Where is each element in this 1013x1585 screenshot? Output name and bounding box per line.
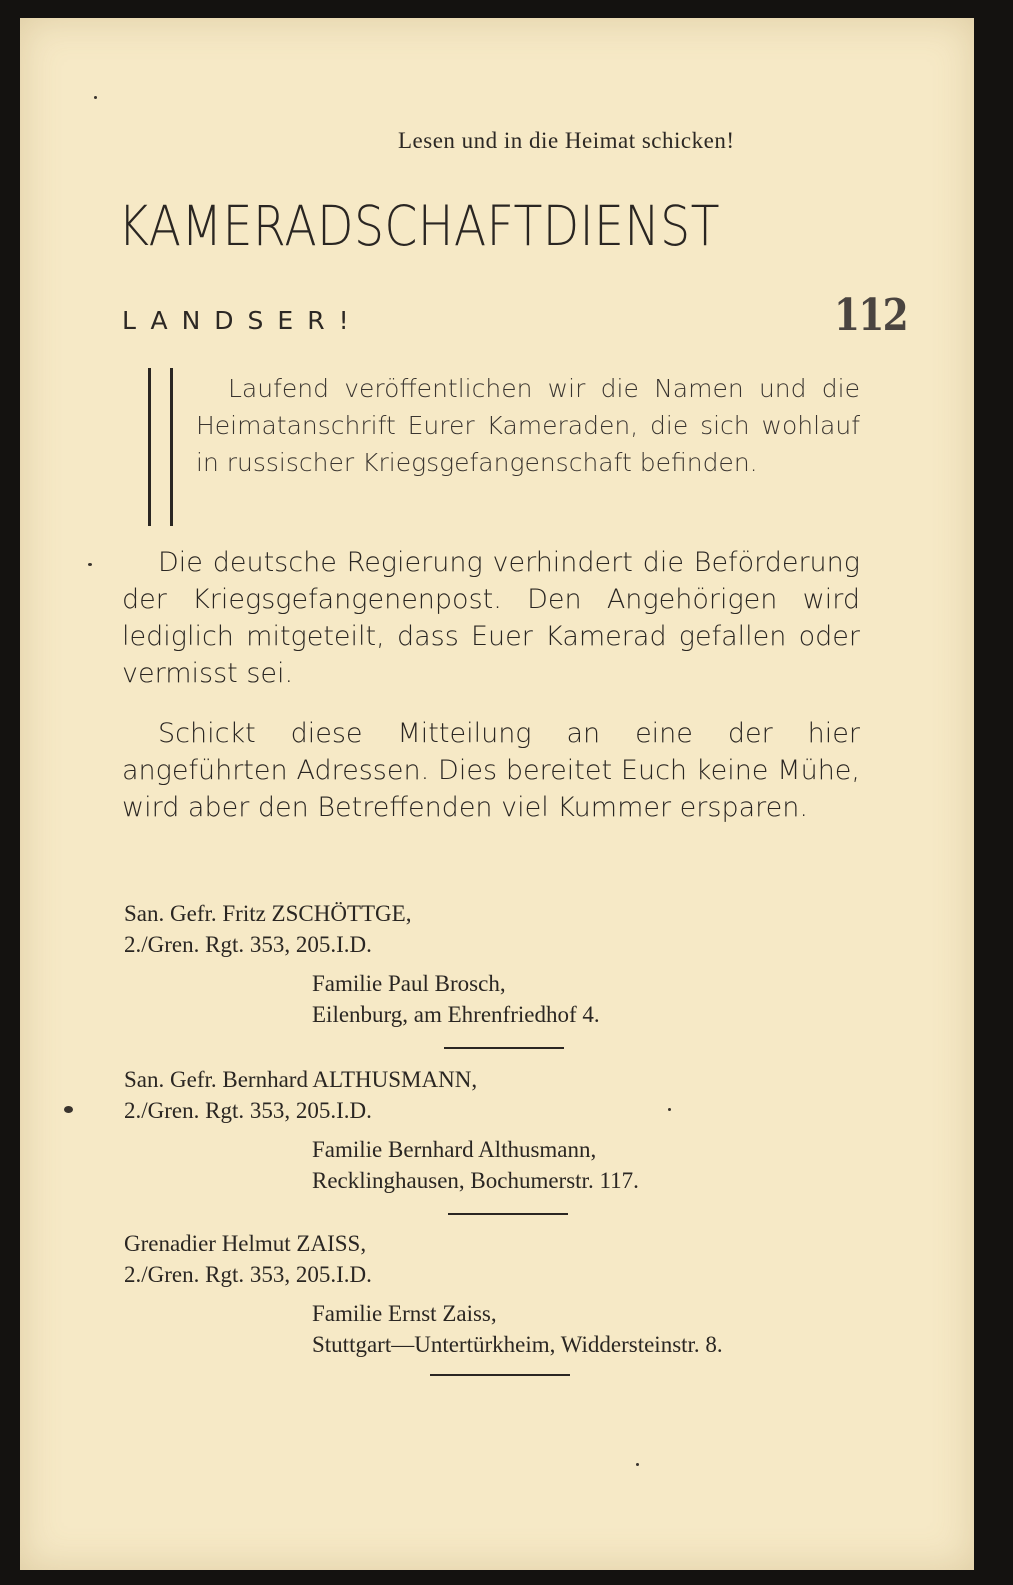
paper-speck: [94, 96, 97, 99]
divider-rule: [448, 1213, 568, 1215]
soldier-unit: 2./Gren. Rgt. 353, 205.I.D.: [124, 1262, 372, 1287]
paper-speck: [668, 1108, 671, 1111]
soldier-name: Grenadier Helmut ZAISS,: [124, 1231, 367, 1256]
header-note: Lesen und in die Heimat schicken!: [398, 128, 735, 153]
leaflet-sheet: [20, 18, 974, 1570]
family-address: Recklinghausen, Bochumerstr. 117.: [312, 1168, 639, 1193]
soldier-unit: 2./Gren. Rgt. 353, 205.I.D.: [124, 1098, 372, 1123]
family-address: Stuttgart—Untertürkheim, Widdersteinstr. 8.: [312, 1332, 723, 1357]
family-address: Eilenburg, am Ehrenfriedhof 4.: [312, 1002, 600, 1027]
family-name: Familie Ernst Zaiss,: [312, 1301, 497, 1326]
leaflet-title: KAMERADSCHAFTDIENST: [118, 194, 720, 258]
family-name: Familie Paul Brosch,: [312, 971, 506, 996]
prisoner-entry: [124, 1228, 884, 1360]
body-paragraph: Die deutsche Regierung verhindert die Beförderung der Kriegsgefangenenpost. Den Angehörigen wird lediglich mitgeteilt, dass Euer Kamerad gefallen oder vermisst sei.: [122, 547, 860, 689]
stamped-number: 112: [834, 290, 907, 341]
margin-bars: [148, 368, 178, 528]
prisoner-entry: [124, 1064, 884, 1196]
family-name: Familie Bernhard Althusmann,: [312, 1137, 597, 1162]
soldier-name: San. Gefr. Fritz ZSCHÖTTGE,: [124, 901, 412, 926]
margin-bar: [170, 368, 173, 526]
intro-paragraph: Laufend veröffentlichen wir die Namen und die Heimatanschrift Eurer Kameraden, die sich wohlauf in russischer Kriegsgefangenschaft befinden.: [196, 374, 860, 477]
divider-rule: [444, 1047, 564, 1049]
margin-bar: [148, 368, 151, 526]
soldier-name: San. Gefr. Bernhard ALTHUSMANN,: [124, 1067, 478, 1092]
closing-rule: [430, 1374, 570, 1376]
prisoner-entry: [124, 898, 884, 1030]
salutation: LANDSER!: [122, 306, 363, 335]
paper-speck: [636, 1463, 639, 1466]
paper-speck: [88, 563, 92, 566]
soldier-unit: 2./Gren. Rgt. 353, 205.I.D.: [124, 932, 372, 957]
paper-speck: [64, 1106, 73, 1113]
body-paragraph: Schickt diese Mitteilung an eine der hier angeführten Adressen. Dies bereitet Euch keine Mühe, wird aber den Betreffenden viel Kummer ersparen.: [122, 718, 860, 823]
